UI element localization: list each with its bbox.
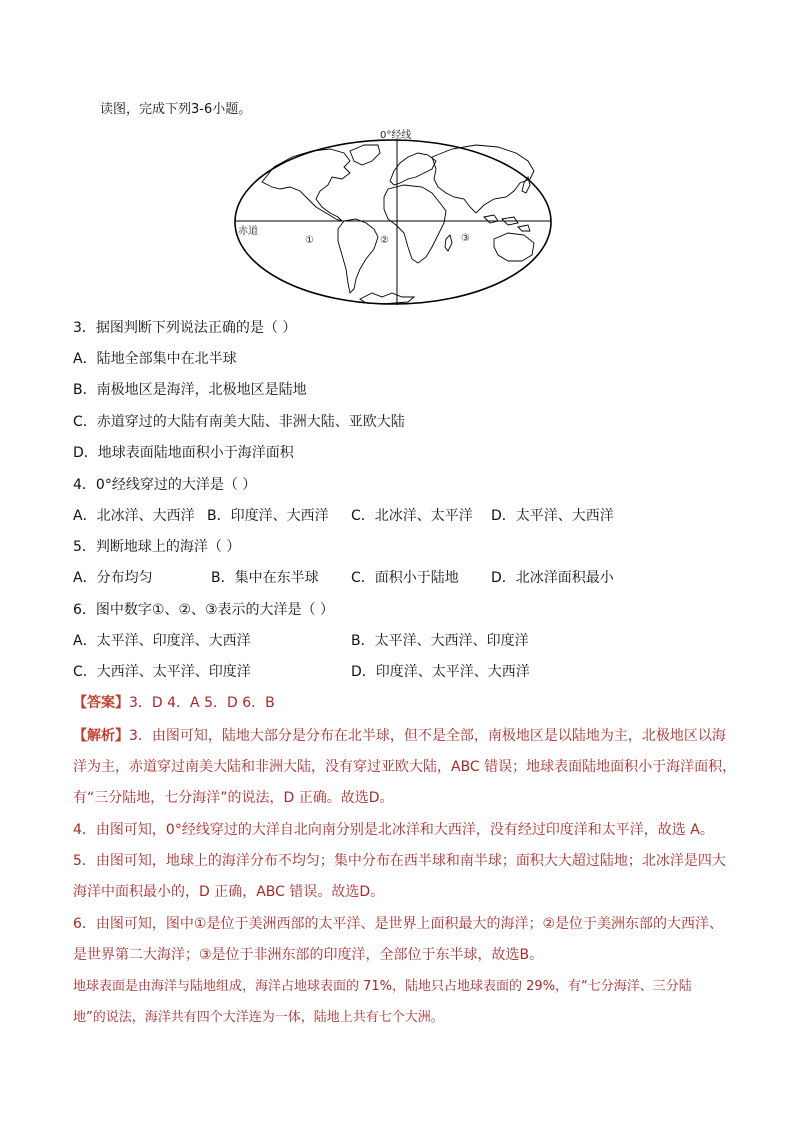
meridian-label: 0°经线 bbox=[380, 130, 412, 141]
question-5-stem: 5．判断地球上的海洋（ ） bbox=[73, 539, 241, 555]
greenland-shape bbox=[350, 145, 380, 165]
question-3-option-d: D．地球表面陆地面积小于海洋面积 bbox=[73, 445, 294, 461]
question-5-option-b: B．集中在东半球 bbox=[211, 570, 319, 586]
ocean-marker-1: ① bbox=[305, 235, 314, 246]
madagascar-shape bbox=[445, 235, 452, 251]
australia-shape bbox=[494, 233, 534, 261]
question-6-stem: 6．图中数字①、②、③表示的大洋是（ ） bbox=[73, 602, 335, 618]
ocean-marker-3: ③ bbox=[461, 233, 470, 244]
analysis-line-5: 5．由图可知，地球上的海洋分布不均匀；集中分布在西半球和南半球；面积大大超过陆地；北冰洋是四大 bbox=[73, 853, 726, 869]
analysis-line-3: 有“三分陆地，七分海洋”的说法，D 正确。故选D。 bbox=[73, 790, 394, 806]
question-3-option-a: A．陆地全部集中在北半球 bbox=[73, 351, 237, 367]
question-4-option-d: D．太平洋、大西洋 bbox=[491, 508, 614, 524]
question-3-option-c: C．赤道穿过的大陆有南美大陆、非洲大陆、亚欧大陆 bbox=[73, 414, 405, 430]
world-map-svg bbox=[232, 127, 554, 309]
equator-label: 赤道 bbox=[238, 226, 258, 237]
africa-shape bbox=[384, 185, 446, 263]
answer-line bbox=[73, 693, 275, 713]
question-5-option-d: D．北冰洋面积最小 bbox=[491, 570, 614, 586]
north-america-shape bbox=[262, 149, 350, 221]
analysis-text-1: 3．由图可知，陆地大部分是分布在北半球，但不是全部，南极地区是以陆地为主，北极地区以海 bbox=[129, 728, 726, 744]
question-6-option-c: C．大西洋、太平洋、印度洋 bbox=[73, 664, 251, 680]
ocean-marker-2: ② bbox=[380, 235, 389, 246]
question-4-stem: 4．0°经线穿过的大洋是（ ） bbox=[73, 477, 257, 493]
answer-text: 3．D 4．A 5．D 6．B bbox=[129, 695, 275, 711]
intro-text: 读图，完成下列3-6小题。 bbox=[100, 102, 252, 117]
question-5-options bbox=[73, 568, 733, 588]
question-4-option-c: C．北冰洋、太平洋 bbox=[351, 508, 473, 524]
question-4-option-a: A．北冰洋、大西洋 bbox=[73, 508, 195, 524]
question-5-option-c: C．面积小于陆地 bbox=[351, 570, 459, 586]
summary-line-2: 地”的说法，海洋共有四个大洋连为一体，陆地上共有七个大洲。 bbox=[73, 1010, 444, 1025]
analysis-line-7: 6．由图可知，图中①是位于美洲西部的太平洋、是世界上面积最大的海洋；②是位于美洲东部的大西洋、 bbox=[73, 916, 724, 932]
question-6-option-d: D．印度洋、太平洋、大西洋 bbox=[351, 664, 530, 680]
question-5-option-a: A．分布均匀 bbox=[73, 570, 153, 586]
japan-shape bbox=[522, 177, 530, 193]
question-3-option-b: B．南极地区是海洋，北极地区是陆地 bbox=[73, 382, 307, 398]
south-america-shape bbox=[338, 219, 378, 293]
analysis-line-4: 4．由图可知，0°经线穿过的大洋自北向南分别是北冰洋和大西洋，没有经过印度洋和太平洋，故选 A。 bbox=[73, 822, 714, 838]
analysis-line-1 bbox=[73, 726, 726, 746]
question-4-options bbox=[73, 506, 733, 526]
question-6-option-b: B．太平洋、大西洋、印度洋 bbox=[351, 633, 529, 649]
question-4-option-b: B．印度洋、大西洋 bbox=[207, 508, 329, 524]
question-3-stem: 3．据图判断下列说法正确的是（ ） bbox=[73, 320, 297, 336]
analysis-line-8: 是世界第二大海洋；③是位于非洲东部的印度洋，全部位于东半球，故选B。 bbox=[73, 947, 544, 963]
analysis-line-2: 洋为主，赤道穿过南美大陆和非洲大陆，没有穿过亚欧大陆，ABC 错误；地球表面陆地面积小于海洋面积， bbox=[73, 759, 737, 775]
globe-outline bbox=[235, 140, 551, 304]
summary-line-1: 地球表面是由海洋与陆地组成，海洋占地球表面的 71%，陆地只占地球表面的 29%，有“七分海洋、三分陆 bbox=[73, 979, 692, 994]
analysis-line-6: 海洋中面积最小的，D 正确，ABC 错误。故选D。 bbox=[73, 884, 385, 900]
analysis-tag: 【解析】 bbox=[73, 728, 129, 744]
question-6-option-a: A．太平洋、印度洋、大西洋 bbox=[73, 633, 251, 649]
question-6-options-row-2 bbox=[73, 662, 733, 682]
question-6-options-row-1 bbox=[73, 631, 733, 651]
answer-tag: 【答案】 bbox=[73, 695, 129, 711]
world-map bbox=[232, 127, 554, 309]
islands-shape bbox=[484, 215, 530, 231]
